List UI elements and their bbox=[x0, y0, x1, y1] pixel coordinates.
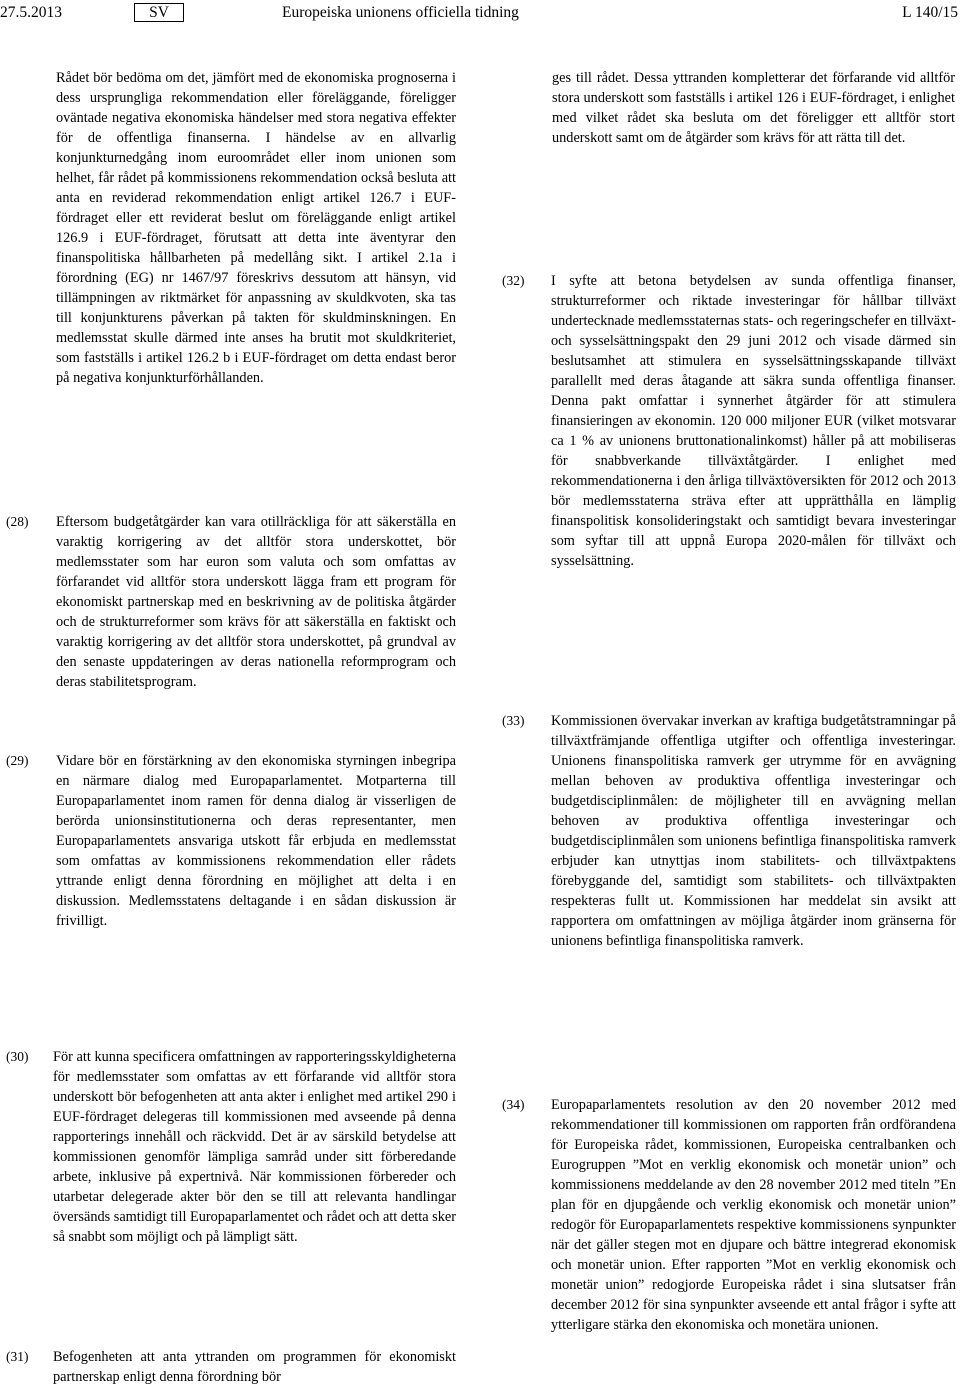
right-column-intro: ges till rådet. Dessa yttranden kompletterar det förfarande vid alltför stora underskott som fastställs i artikel 126 i EUF-fördraget, i enlighet med vilket rådet ska besluta om det föreligger ett alltför stort underskott samt om de åtgärder som krävs för att rätta till det. bbox=[552, 70, 955, 146]
recital-number: (29) bbox=[6, 753, 29, 768]
recital-text: För att kunna specificera omfattningen av rapporteringsskyldigheterna för medlemsstater som omfattas av ett förfarande vid alltför stora underskott bör befogenheten att anta akter i enlighet med artikel 290 i EUF-fördraget delegeras till kommissionen med avseende på denna rapporterings innehåll och räckvidd. Det är av särskild betydelse att kommissionen genomför lämpliga samråd under sitt förberedande arbete, inklusive på expertnivå. När kommissionen förbereder och utarbetar delegerade akter bör den se till att relevanta handlingar översänds samtidigt till Europaparlamentet och rådet och att detta sker så snabbt som möjligt och på lämpligt sätt. bbox=[53, 1049, 456, 1245]
recital-number: (32) bbox=[502, 273, 525, 288]
recital-text: Kommissionen övervakar inverkan av kraftiga budgetåtstramningar på tillväxtfrämjande offentliga utgifter och offentliga investeringar. Unionens finanspolitiska ramverk ger utrymme för en avvägning mellan behoven av produktiva offentliga investeringar och budgetdisciplinmålen: de möjligheter till en avvägning mellan behoven av produktiva offentliga investeringar och budgetdisciplinmålen som unionens befintliga finanspolitiska ramverk erbjuder kan utnyttjas inom stabilitets- och tillväxtpaktens förebyggande del, samtidigt som stabilitets- och tillväxtpakten respekteras fullt ut. Kommissionen har meddelat sin avsikt att rapportera om omfattningen av möjliga åtgärder inom gränserna för unionens befintliga finanspolitiska ramverk. bbox=[551, 713, 956, 949]
language-badge: SV bbox=[134, 3, 184, 22]
recital-number: (28) bbox=[6, 514, 29, 529]
recital-number: (30) bbox=[6, 1049, 29, 1064]
journal-title: Europeiska unionens officiella tidning bbox=[282, 4, 519, 21]
recital-text: Eftersom budgetåtgärder kan vara otillräckliga för att säkerställa en varaktig korrigering av det alltför stora underskottet, bör medlemsstater som har euron som valuta och som omfattas av förfarandet vid alltför stora underskott lägga fram ett program för ekonomiskt partnerskap med en beskrivning av de politiska åtgärder och de strukturreformer som krävs för att säkerställa en faktiskt och varaktig korrigering av det alltför stora underskottet, på grundval av den senaste uppdateringen av deras nationella reformprogram och deras stabilitetsprogram. bbox=[56, 514, 456, 690]
header-date: 27.5.2013 bbox=[0, 4, 62, 21]
page-number: L 140/15 bbox=[902, 4, 958, 21]
recital-number: (31) bbox=[6, 1349, 29, 1364]
left-column-intro: Rådet bör bedöma om det, jämfört med de ekonomiska prognoserna i dess ursprungliga rekommendation eller föreläggande, föreligger oväntade negativa ekonomiska händelser med stora negativa effekter för de offentliga finanserna. I händelse av en allvarlig konjunkturnedgång inom euroområdet eller inom unionen som helhet, får rådet på kommissionens rekommendation också besluta att anta en reviderad rekommendation enligt artikel 126.7 i EUF-fördraget eller ett reviderat beslut om föreläggande enligt artikel 126.9 i EUF-fördraget, förutsatt att detta inte äventyrar den finanspolitiska hållbarheten på medellång sikt. I artikel 2.1a i förordning (EG) nr 1467/97 föreskrivs dessutom att hänsyn, vid tillämpningen av riktmärket för anpassning av skuldkvoten, ska tas till konjunkturens påverkan på takten för skuldminskningen. En medlemsstat skulle därmed inte anses ha brutit mot skuldkriteriet, som fastställs i artikel 126.2 b i EUF-fördraget om detta endast beror på negativa konjunkturförhållanden. bbox=[56, 70, 456, 386]
recital-number: (33) bbox=[502, 713, 525, 728]
recital-text: Befogenheten att anta yttranden om programmen för ekonomiskt partnerskap enligt denna förordning bör bbox=[53, 1349, 456, 1385]
recital-text: I syfte att betona betydelsen av sunda offentliga finanser, strukturreformer och riktade investeringar för hållbar tillväxt undertecknade medlemsstaternas stats- och regeringschefer en tillväxt- och sysselsättningspakt den 29 juni 2012 och visade därmed sin beslutsamhet att stimulera en sysselsättningsskapande tillväxt parallellt med deras åtagande att säkra sunda offentliga finanser. Denna pakt omfattar i synnerhet åtgärder för att stimulera finansieringen av ekonomin. 120 000 miljoner EUR (vilket motsvarar ca 1 % av unionens bruttonationalinkomst) håller på att mobiliseras för snabbverkande tillväxtåtgärder. I enlighet med rekommendationerna i den årliga tillväxtöversikten för 2012 och 2013 bör medlemsstaterna sträva efter att upprätthålla en lämplig finanspolitisk konsolideringstakt och samtidigt bevara investeringar som syftar till att uppnå Europa 2020-målen för tillväxt och sysselsättning. bbox=[551, 273, 956, 569]
recital-text: Europaparlamentets resolution av den 20 november 2012 med rekommendationer till kommissionen om rapporten från ordförandena för Europeiska rådet, kommissionen, Europeiska centralbanken och Eurogruppen ”Mot en verklig ekonomisk och monetär union” och kommissionens meddelande av den 28 november 2012 med titeln ”En plan för en djupgående och verklig ekonomisk och monetär union” redogör för Europaparlamentets respektive kommissionens synpunkter när det gäller stegen mot en djupare och bättre integrerad ekonomisk och monetär union. Efter rapporten ”Mot en verklig ekonomisk och monetär union” redogjorde Europeiska rådet i sina slutsatser från december 2012 för sina synpunkter avseende ett antal frågor i syfte att ytterligare stärka den ekonomiska och monetära unionen. bbox=[551, 1097, 956, 1333]
recital-text: Vidare bör en förstärkning av den ekonomiska styrningen inbegripa en närmare dialog med Europaparlamentet. Motparterna till Europaparlamentet inom ramen för denna dialog är visserligen de berörda unionsinstitutionerna och deras representanter, men Europaparlamentets ansvariga utskott får erbjuda en medlemsstat som omfattas av kommissionens rekommendation eller rådets yttrande enligt denna förordning en möjlighet att delta i en diskussion. Medlemsstatens deltagande i en sådan diskussion är frivilligt. bbox=[56, 753, 456, 929]
recital-number: (34) bbox=[502, 1097, 525, 1112]
